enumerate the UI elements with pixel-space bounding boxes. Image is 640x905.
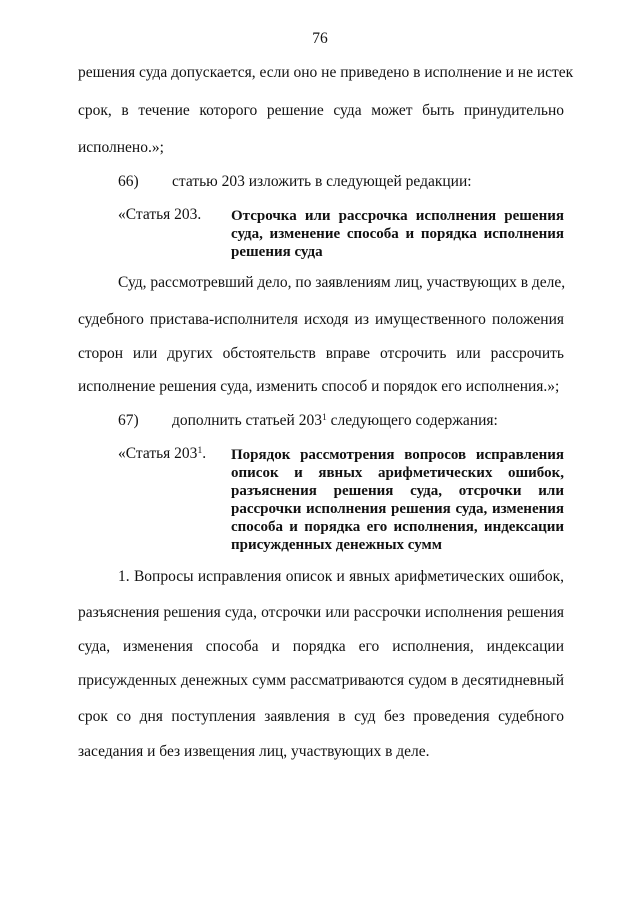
article-2031-title-line: рассрочки исполнения решения суда, изменения	[231, 501, 564, 517]
article-2031-title	[231, 446, 564, 554]
article-2031-title-line: присужденных денежных сумм	[231, 537, 442, 553]
article-2031-label-text: «Статья 203	[118, 445, 198, 462]
article-2031-body-line: разъяснения решения суда, отсрочки или рассрочки исполнения решения	[78, 604, 564, 621]
article-203-title-line: Отсрочка или рассрочка исполнения решения	[231, 208, 564, 224]
article-203-title-line: суда, изменение способа и порядка исполнения	[231, 226, 564, 242]
intro-line: исполнено.»;	[78, 139, 164, 156]
item-67-text-before: дополнить статьей 203	[172, 412, 322, 429]
item-67-text	[172, 412, 498, 430]
item-66-number: 66)	[118, 173, 139, 190]
article-203-title	[231, 207, 564, 261]
article-2031-label-superscript: 1	[197, 446, 203, 456]
article-2031-body-line: заседания и без извещения лиц, участвующих в деле.	[78, 743, 430, 760]
article-2031-title-line: описок и явных арифметических ошибок,	[231, 465, 564, 481]
intro-line: срок, в течение которого решение суда может быть принудительно	[78, 102, 564, 119]
article-2031-body-line: срок со дня поступления заявления в суд без проведения судебного	[78, 708, 564, 725]
article-203-body-line: исполнение решения суда, изменить способ и порядок его исполнения.»;	[78, 378, 560, 395]
article-2031-label-suffix: .	[202, 445, 207, 462]
item-66-text: статью 203 изложить в следующей редакции:	[172, 173, 472, 190]
article-203-label: «Статья 203.	[118, 206, 202, 223]
intro-line: решения суда допускается, если оно не приведено в исполнение и не истек	[78, 64, 574, 81]
item-67-number: 67)	[118, 412, 139, 429]
article-2031-title-line: разъяснения решения суда, отсрочки или	[231, 483, 564, 499]
item-67-text-after: следующего содержания:	[326, 412, 498, 429]
article-2031-body-line: 1. Вопросы исправления описок и явных арифметических ошибок,	[118, 568, 564, 585]
article-2031-body-line: суда, изменения способа и порядка его исполнения, индексации	[78, 638, 564, 655]
page-number: 76	[312, 30, 328, 47]
article-2031-title-line: Порядок рассмотрения вопросов исправления	[231, 447, 564, 463]
article-2031-label	[118, 445, 206, 463]
article-203-body-line: сторон или других обстоятельств вправе отсрочить или рассрочить	[78, 345, 564, 362]
article-2031-title-line: способа и порядка его исполнения, индексации	[231, 519, 564, 535]
article-203-title-line: решения суда	[231, 244, 323, 260]
article-203-body-line: Суд, рассмотревший дело, по заявлениям лиц, участвующих в деле,	[118, 274, 566, 291]
article-203-body-line: судебного пристава-исполнителя исходя из имущественного положения	[78, 311, 564, 328]
article-2031-body-line: присужденных денежных сумм рассматриваются судом в десятидневный	[78, 672, 564, 689]
item-67-superscript: 1	[321, 413, 327, 423]
